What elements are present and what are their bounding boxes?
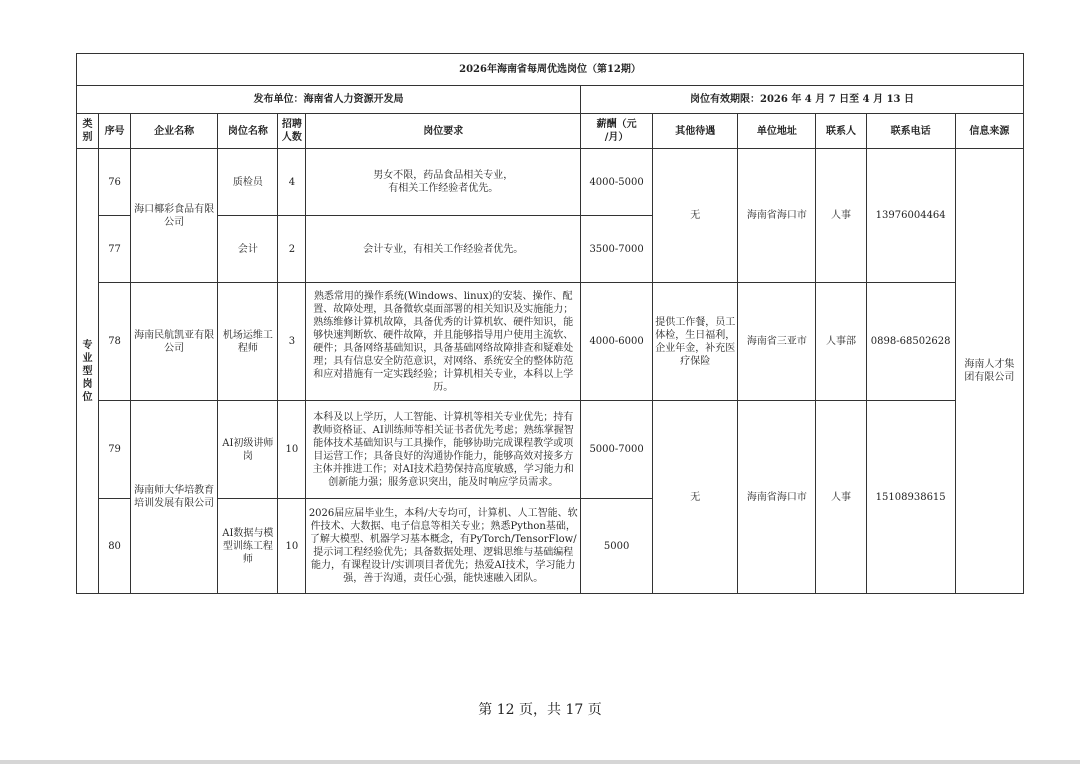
col-headcount: 招聘 人数 — [278, 114, 306, 149]
row-index: 77 — [99, 216, 131, 283]
requirements: 男女不限，药品食品相关专业， 有相关工作经验者优先。 — [306, 149, 581, 216]
row-index: 78 — [99, 283, 131, 401]
salary: 3500-7000 — [581, 216, 653, 283]
publisher-label: 发布单位： — [253, 94, 304, 105]
headcount: 10 — [278, 499, 306, 594]
salary: 5000-7000 — [581, 401, 653, 499]
col-company: 企业名称 — [131, 114, 218, 149]
col-contact: 联系人 — [816, 114, 866, 149]
contact-person: 人事部 — [816, 283, 866, 401]
info-source: 海南人才集 团有限公司 — [955, 149, 1023, 594]
position-name: AI数据与模型训练工程师 — [218, 499, 278, 594]
salary: 5000 — [581, 499, 653, 594]
col-benefits: 其他待遇 — [653, 114, 738, 149]
position-name: AI初级讲师岗 — [218, 401, 278, 499]
table-row — [77, 401, 1024, 499]
row-index: 79 — [99, 401, 131, 499]
salary: 4000-5000 — [581, 149, 653, 216]
phone: 0898-68502628 — [866, 283, 955, 401]
benefits: 无 — [653, 401, 738, 594]
page-number: 第 12 页，共 17 页 — [478, 702, 602, 718]
address: 海南省海口市 — [738, 401, 816, 594]
address: 海南省海口市 — [738, 149, 816, 283]
table-row — [77, 149, 1024, 216]
requirements: 本科及以上学历，人工智能、计算机等相关专业优先；持有教师资格证、AI训练师等相关证书者优先考虑；熟练掌握智能体技术基础知识与工具操作，能够协助完成课程教学或项目运营工作；具备良好的沟通协作能力，能够高效对接多方主体并推进工作；对AI技术趋势保持高度敏感，学习能力和创新能力强；服务意识突出，能及时响应学员需求。 — [306, 401, 581, 499]
headcount: 10 — [278, 401, 306, 499]
publisher-cell — [77, 86, 581, 114]
col-address: 单位地址 — [738, 114, 816, 149]
headcount: 2 — [278, 216, 306, 283]
positions-table — [76, 53, 1024, 594]
table-row — [77, 283, 1024, 401]
contact-person: 人事 — [816, 149, 866, 283]
phone: 15108938615 — [866, 401, 955, 594]
requirements: 会计专业，有相关工作经验者优先。 — [306, 216, 581, 283]
col-category: 类 别 — [77, 114, 99, 149]
requirements: 熟悉常用的操作系统(Windows、linux)的安装、操作、配置、故障处理，具备微软桌面部署的相关知识及实施能力；熟练维修计算机故障，具备优秀的计算机软、硬件知识，能够快速判断软、硬件故障，并且能够指导用户使用主流软、硬件；具备网络基础知识，具备基础网络故障排查和疑难处理；具有信息安全防范意识，对网络、系统安全的整体防范和应对措施有一定实践经验；计算机相关专业，本科以上学历。 — [306, 283, 581, 401]
contact-person: 人事 — [816, 401, 866, 594]
col-index: 序号 — [99, 114, 131, 149]
benefits: 提供工作餐，员工体检，生日福利，企业年金，补充医疗保险 — [653, 283, 738, 401]
phone: 13976004464 — [866, 149, 955, 283]
address: 海南省三亚市 — [738, 283, 816, 401]
page-bottom-divider — [0, 760, 1080, 764]
category-cell: 专 业 型 岗位 — [77, 149, 99, 594]
col-source: 信息来源 — [955, 114, 1023, 149]
col-requirements: 岗位要求 — [306, 114, 581, 149]
company-name: 海口椰彩食品有限公司 — [131, 149, 218, 283]
col-phone: 联系电话 — [866, 114, 955, 149]
position-name: 质检员 — [218, 149, 278, 216]
col-position: 岗位名称 — [218, 114, 278, 149]
company-name: 海南师大华培教育培训发展有限公司 — [131, 401, 218, 594]
column-header-row — [77, 114, 1024, 149]
validity-period: 岗位有效期限：2026 年 4 月 7 日至 4 月 13 日 — [581, 86, 1024, 114]
row-index: 80 — [99, 499, 131, 594]
publisher-name: 海南省人力资源开发局 — [303, 94, 404, 105]
row-index: 76 — [99, 149, 131, 216]
position-name: 机场运维工程师 — [218, 283, 278, 401]
position-name: 会计 — [218, 216, 278, 283]
headcount: 3 — [278, 283, 306, 401]
requirements: 2026届应届毕业生，本科/大专均可，计算机、人工智能、软件技术、大数据、电子信息等相关专业；熟悉Python基础，了解大模型、机器学习基本概念，有PyTorch/TensorFlow/提示词工程经验优先；具备数据处理、逻辑思维与基础编程能力，有课程设计/实训项目者优先；热爱AI技术，学习能力强，善于沟通，责任心强，能快速融入团队。 — [306, 499, 581, 594]
benefits: 无 — [653, 149, 738, 283]
company-name: 海南民航凯亚有限公司 — [131, 283, 218, 401]
col-salary: 薪酬（元 /月） — [581, 114, 653, 149]
table-title: 2026年海南省每周优选岗位（第12期） — [77, 54, 1024, 86]
salary: 4000-6000 — [581, 283, 653, 401]
headcount: 4 — [278, 149, 306, 216]
